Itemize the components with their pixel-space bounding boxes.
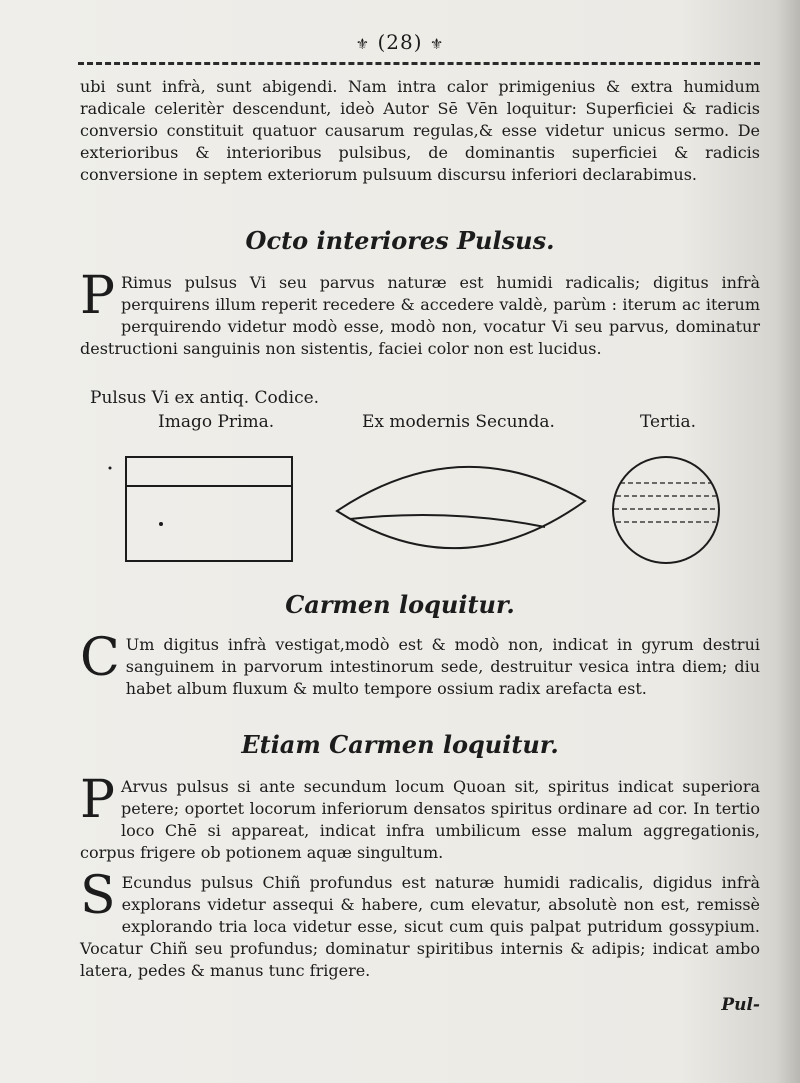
right-ornament: ⚜	[429, 35, 445, 53]
dropcap: C	[80, 628, 120, 688]
paragraph-text: Arvus pulsus si ante secundum locum Quoan sit, spiritus indicat superiora petere; oportet locorum inferiorum densatos spiritus ordinare ad cor. In tertio loco Chē si appareat, indicat infra umbilicum esse malum aggregationis, corpus frigere ob potionem aquæ singultum.	[80, 777, 760, 862]
caption-secunda: Ex modernis Secunda.	[362, 412, 555, 432]
dropcap: P	[80, 770, 115, 830]
left-ornament: ⚜	[355, 35, 371, 53]
paragraph-parvus	[80, 770, 760, 864]
heading-carmen: Carmen loquitur.	[285, 590, 515, 619]
page-number: (28)	[377, 30, 423, 54]
heading-octo-interiores: Octo interiores Pulsus.	[245, 226, 555, 255]
paragraph-text: Ecundus pulsus Chiñ profundus est naturæ humidi radicalis, digidus infrà explorans videtur assequi & habere, cum elevatur, absolutè non est, remissè explorando tria loca videtur esse, sicut cum quis palpat putridum gossypium. Vocatur Chiñ seu profundus; dominatur spiritibus internis & adipis; indicat ambo latera, pedes & manus tunc frigere.	[80, 873, 760, 980]
figure-rectangle	[109, 457, 293, 561]
page-header	[0, 30, 800, 54]
pulse-figures	[0, 440, 800, 580]
paragraph-text: Rimus pulsus Vi seu parvus naturæ est humidi radicalis; digitus infrà perquirens illum reperit recedere & accedere valdè, parùm : iterum ac iterum perquirendo videtur modò esse, modò non, vocatur Vi seu parvus, dominatur destructioni sanguinis non sistentis, faciei color non est lucidus.	[80, 273, 760, 358]
catchword: Pul-	[721, 995, 760, 1015]
caption-tertia: Tertia.	[640, 412, 697, 432]
figure-circle	[613, 457, 719, 563]
header-rule	[78, 62, 760, 65]
paragraph-primus	[80, 266, 760, 360]
dropcap: P	[80, 266, 115, 326]
caption-imago-prima: Imago Prima.	[158, 412, 275, 432]
paragraph-intro: ubi sunt infrà, sunt abigendi. Nam intra calor primigenius & extra humidum radicale celeritèr descendunt, ideò Autor Sē Vēn loquitur: Superficiei & radicis conversio constituit quatuor causarum regulas,& esse videtur unicus sermo. De exterioribus & interioribus pulsibus, de dominantis superficiei & radicis conversione in septem exteriorum pulsuum discursu inferiori declarabimus.	[80, 77, 760, 184]
paragraph-cum-digitus	[80, 628, 760, 700]
figure-lens	[337, 467, 585, 548]
dropcap: S	[80, 866, 116, 926]
paragraph-secundus	[80, 866, 760, 982]
heading-etiam-carmen: Etiam Carmen loquitur.	[241, 730, 559, 759]
paragraph-text: Um digitus infrà vestigat,modò est & modò non, indicat in gyrum destrui sanguinem in parvorum intestinorum sede, destruitur vesica intra diem; diu habet album fluxum & multo tempore ossium radix arefacta est.	[125, 635, 760, 698]
figure-intro: Pulsus Vi ex antiq. Codice.	[90, 388, 320, 408]
